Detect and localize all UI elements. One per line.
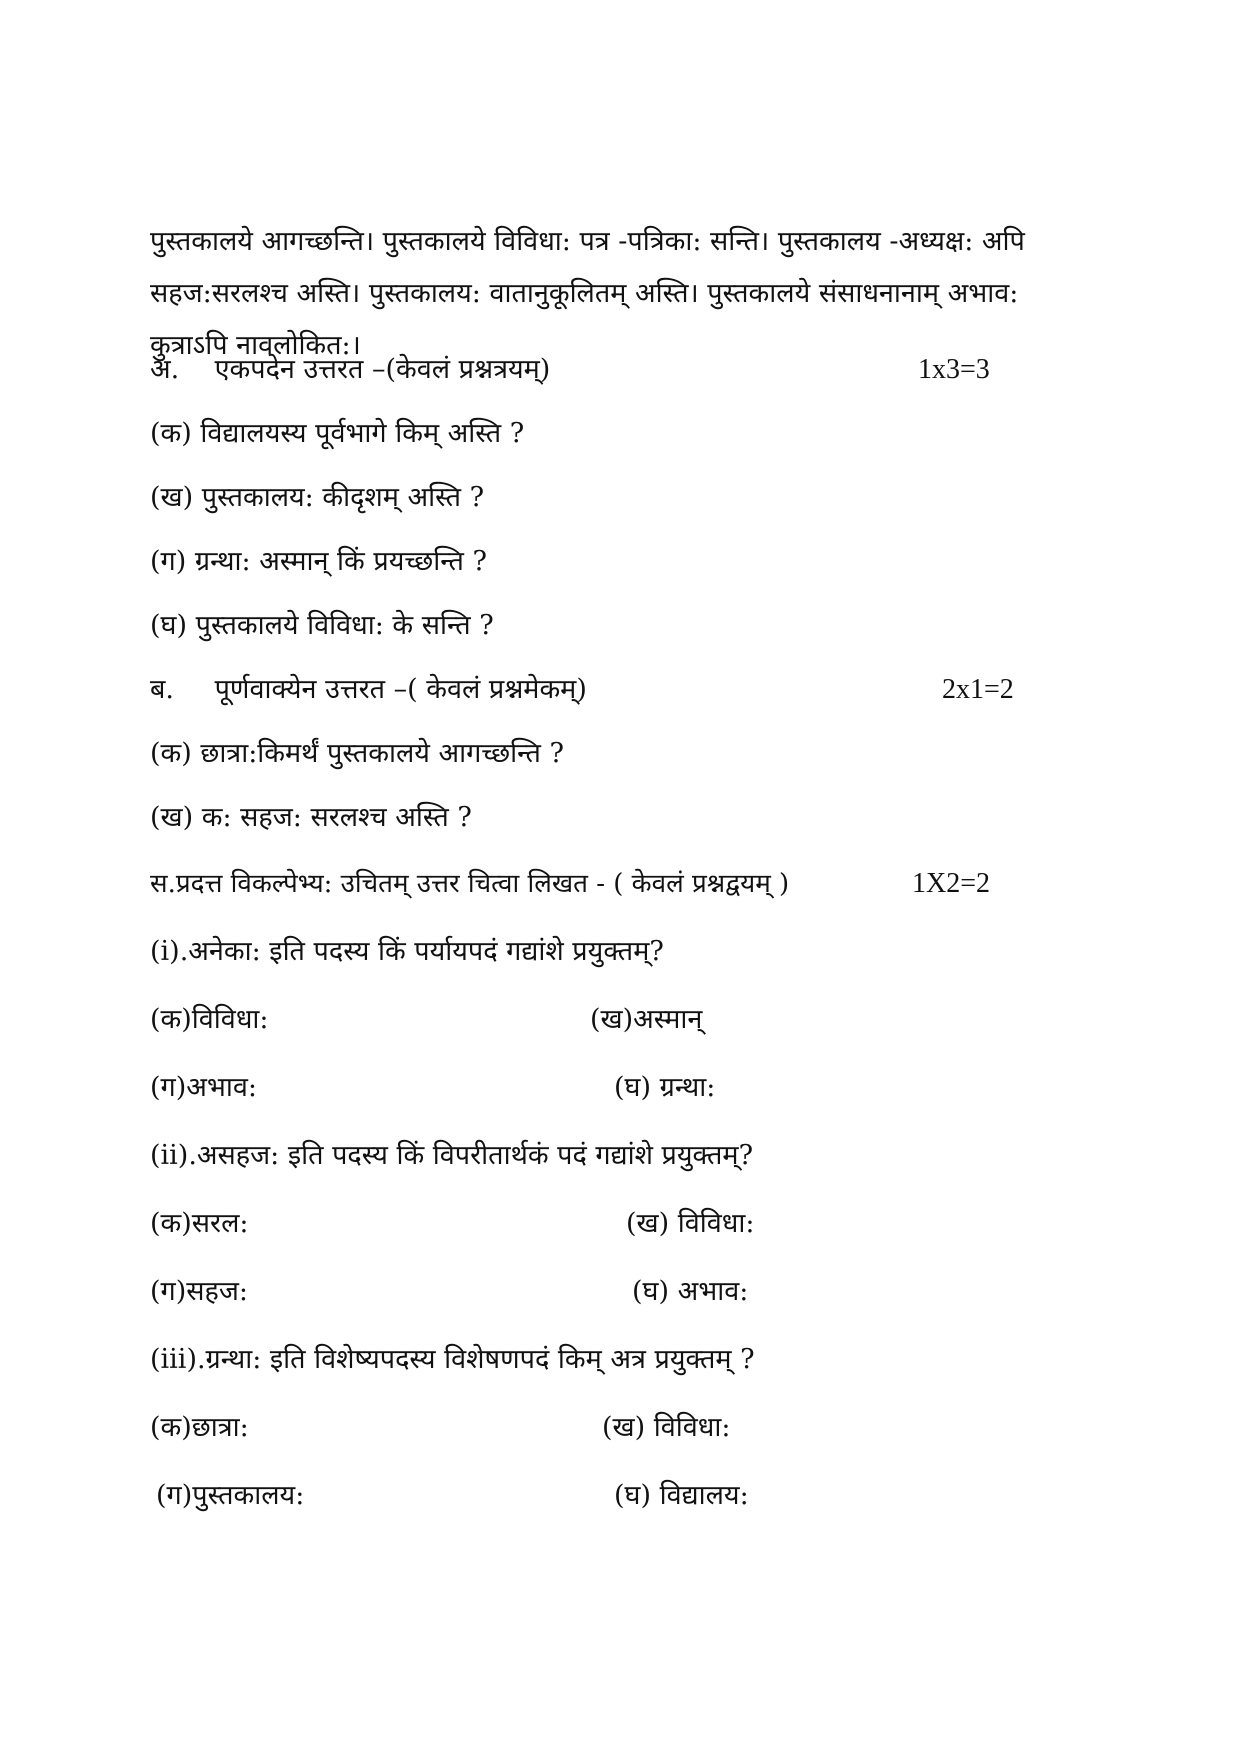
section-a-question-2: (ख) पुस्तकालय: कीदृशम् अस्ति ? xyxy=(150,482,485,513)
q2-option-gha: (घ) अभाव: xyxy=(632,1276,749,1307)
section-b-question-1: (क) छात्रा:किमर्थं पुस्तकालये आगच्छन्ति ? xyxy=(150,738,564,769)
section-b-label: ब. xyxy=(150,674,174,705)
section-c-question-3: (iii).ग्रन्था: इति विशेष्यपदस्य विशेषणपदं किम् अत्र प्रयुक्तम् ? xyxy=(150,1344,755,1375)
section-b-marks: 2x1=2 xyxy=(942,674,1014,705)
section-c-question-2: (ii).असहज: इति पदस्य किं विपरीतार्थकं पदं गद्यांशे प्रयुक्तम्? xyxy=(150,1140,754,1171)
section-c-question-1: (i).अनेका: इति पदस्य किं पर्यायपदं गद्यांशे प्रयुक्तम्? xyxy=(150,936,664,967)
section-c-marks: 1X2=2 xyxy=(912,868,991,899)
section-b-instruction: पूर्णवाक्येन उत्तरत –( केवलं प्रश्नमेकम्) xyxy=(214,674,587,705)
section-a-marks: 1x3=3 xyxy=(918,354,990,385)
section-b-question-2: (ख) क: सहज: सरलश्च अस्ति ? xyxy=(150,802,472,833)
section-a-question-4: (घ) पुस्तकालये विविधा: के सन्ति ? xyxy=(150,610,494,641)
q1-option-ga: (ग)अभाव: xyxy=(150,1072,257,1103)
section-b-heading xyxy=(150,672,587,708)
section-a-question-3: (ग) ग्रन्था: अस्मान् किं प्रयच्छन्ति ? xyxy=(150,546,488,577)
section-a-question-1: (क) विद्यालयस्य पूर्वभागे किम् अस्ति ? xyxy=(150,418,525,449)
q1-option-kha: (ख)अस्मान् xyxy=(590,1004,703,1035)
q2-option-ga: (ग)सहज: xyxy=(150,1276,248,1307)
q1-option-gha: (घ) ग्रन्था: xyxy=(614,1072,716,1103)
section-a-instruction: एकपदेन उत्तरत –(केवलं प्रश्नत्रयम्) xyxy=(214,354,551,385)
q3-option-gha: (घ) विद्यालय: xyxy=(614,1480,749,1511)
section-c-instruction: स.प्रदत्त विकल्पेभ्य: उचितम् उत्तर चित्वा लिखत - ( केवलं प्रश्नद्वयम् ) xyxy=(150,869,790,899)
section-a-label: अ. xyxy=(150,354,180,385)
q1-option-ka: (क)विविधा: xyxy=(150,1004,269,1035)
q3-option-ka: (क)छात्रा: xyxy=(150,1412,249,1443)
q2-option-kha: (ख) विविधा: xyxy=(626,1208,755,1239)
q2-option-ka: (क)सरल: xyxy=(150,1208,249,1239)
q3-option-ga: (ग)पुस्तकालय: xyxy=(156,1480,305,1511)
q3-option-kha: (ख) विविधा: xyxy=(602,1412,731,1443)
section-a-heading xyxy=(150,352,550,388)
passage-text: पुस्तकालये आगच्छन्ति। पुस्तकालये विविधा: पत्र -पत्रिका: सन्ति। पुस्तकालय -अध्यक्ष: अपि सहज:सरलश्च अस्ति। पुस्तकालय: वातानुकूलितम् अस्ति। पुस्तकालये संसाधनानाम् अभाव: कुत्राऽपि नावलोकित:। xyxy=(150,226,1025,361)
